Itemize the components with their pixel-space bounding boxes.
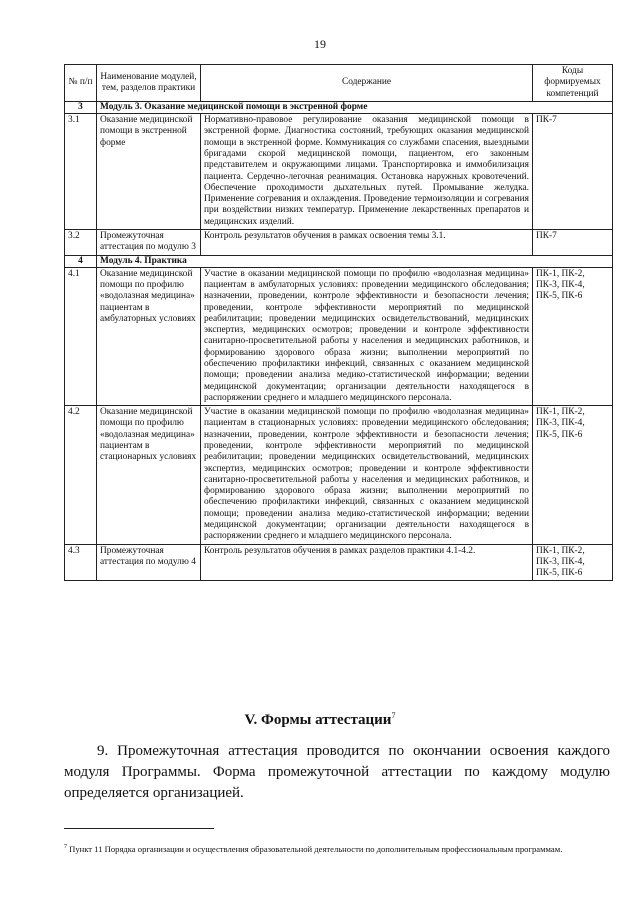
module-row xyxy=(65,101,613,113)
header-number: № п/п xyxy=(65,65,97,102)
row-name: Промежуточная аттестация по модулю 4 xyxy=(97,544,201,581)
footnote-divider xyxy=(64,828,214,829)
row-codes: ПК-7 xyxy=(533,114,613,230)
header-competence-codes: Коды формируемых компетенций xyxy=(533,65,613,102)
row-content: Участие в оказании медицинской помощи по профилю «водолазная медицина» пациентам в амбулаторных условиях: проведении медицинского обследования; назначении, проведении, контроле эффективности и безопасности лечения; проведении, контроле эффективности мероприятий по медицинской реабилитации; проведении медицинских освидетельствований, медицинских экспертиз, медицинских осмотров; проведении и контроле эффективности санитарно-просветительной работы у населения и медицинских работников, и формированию здорового образа жизни; выполнении мероприятий по обеспечению профилактики инфекций, связанных с оказанием медицинской помощи; проведении анализа медико-статистической информации; ведении медицинской документации; организации деятельности находящегося в распоряжении среднего и младшего медицинского персонала. xyxy=(201,267,533,405)
table-row xyxy=(65,114,613,230)
module-number: 4 xyxy=(65,255,97,267)
footnote xyxy=(64,840,612,856)
table-row xyxy=(65,406,613,544)
paragraph: 9. Промежуточная аттестация проводится по окончании освоения каждого модуля Программы. Форма промежуточной аттестации по каждому модулю определяется организацией. xyxy=(64,743,610,801)
row-name: Оказание медицинской помощи по профилю «водолазная медицина» пациентам в амбулаторных условиях xyxy=(97,267,201,405)
module-title: Модуль 3. Оказание медицинской помощи в экстренной форме xyxy=(97,101,613,113)
program-table xyxy=(64,64,613,581)
module-title: Модуль 4. Практика xyxy=(97,255,613,267)
header-module-name: Наименование модулей, тем, разделов практики xyxy=(97,65,201,102)
footnote-reference: 7 xyxy=(391,711,396,720)
row-content: Контроль результатов обучения в рамках разделов практики 4.1-4.2. xyxy=(201,544,533,581)
section-heading xyxy=(0,711,640,729)
table-row xyxy=(65,544,613,581)
row-codes: ПК-7 xyxy=(533,229,613,255)
table-body xyxy=(65,101,613,581)
row-content: Участие в оказании медицинской помощи по профилю «водолазная медицина» пациентам в стационарных условиях: проведении медицинского обследования; назначении, проведении, контроле эффективности и безопасности лечения; проведении, контроле эффективности мероприятий по медицинской реабилитации; проведении медицинских освидетельствований, медицинских экспертиз, медицинских осмотров; проведении и контроле эффективности санитарно-просветительной работы у населения и медицинских работников, и формированию здорового образа жизни; выполнении мероприятий по обеспечению профилактики инфекций, связанных с оказанием медицинской помощи; проведении анализа медико-статистической информации; ведении медицинской документации; организации деятельности находящегося в распоряжении среднего и младшего медицинского персонала. xyxy=(201,406,533,544)
row-name: Оказание медицинской помощи по профилю «водолазная медицина» пациентам в стационарных условиях xyxy=(97,406,201,544)
row-number: 4.3 xyxy=(65,544,97,581)
table-row xyxy=(65,229,613,255)
footnote-marker: 7 xyxy=(64,844,67,850)
row-number: 4.2 xyxy=(65,406,97,544)
row-codes: ПК-1, ПК-2, ПК-3, ПК-4, ПК-5, ПК-6 xyxy=(533,406,613,544)
row-content: Контроль результатов обучения в рамках освоения темы 3.1. xyxy=(201,229,533,255)
row-codes: ПК-1, ПК-2, ПК-3, ПК-4, ПК-5, ПК-6 xyxy=(533,544,613,581)
footnote-text: Пункт 11 Порядка организации и осуществления образовательной деятельности по дополнительным профессиональным программам. xyxy=(67,843,563,854)
page-number: 19 xyxy=(314,37,326,51)
row-number: 3.1 xyxy=(65,114,97,230)
module-number: 3 xyxy=(65,101,97,113)
row-number: 3.2 xyxy=(65,229,97,255)
table-header xyxy=(65,65,613,102)
row-content: Нормативно-правовое регулирование оказания медицинской помощи в экстренной форме. Диагностика состояний, требующих оказания медицинской помощи в экстренной форме. Коммуникация со службами спасения, выездными бригадами скорой медицинской помощи, пациентом, его законным представителем и окружающими лицами. Транспортировка и иммобилизация пациента. Сердечно-легочная реанимация. Остановка наружных кровотечений. Обеспечение проходимости дыхательных путей. Промывание желудка. Применение согревания и охлаждения. Проведение термоизоляции и согревания при воздействии низких температур. Применение лекарственных препаратов и медицинских изделий. xyxy=(201,114,533,230)
row-name: Промежуточная аттестация по модулю 3 xyxy=(97,229,201,255)
row-number: 4.1 xyxy=(65,267,97,405)
section-heading-text: V. Формы аттестации xyxy=(244,712,392,728)
row-codes: ПК-1, ПК-2, ПК-3, ПК-4, ПК-5, ПК-6 xyxy=(533,267,613,405)
row-name: Оказание медицинской помощи в экстренной форме xyxy=(97,114,201,230)
module-row xyxy=(65,255,613,267)
table-row xyxy=(65,267,613,405)
header-content: Содержание xyxy=(201,65,533,102)
